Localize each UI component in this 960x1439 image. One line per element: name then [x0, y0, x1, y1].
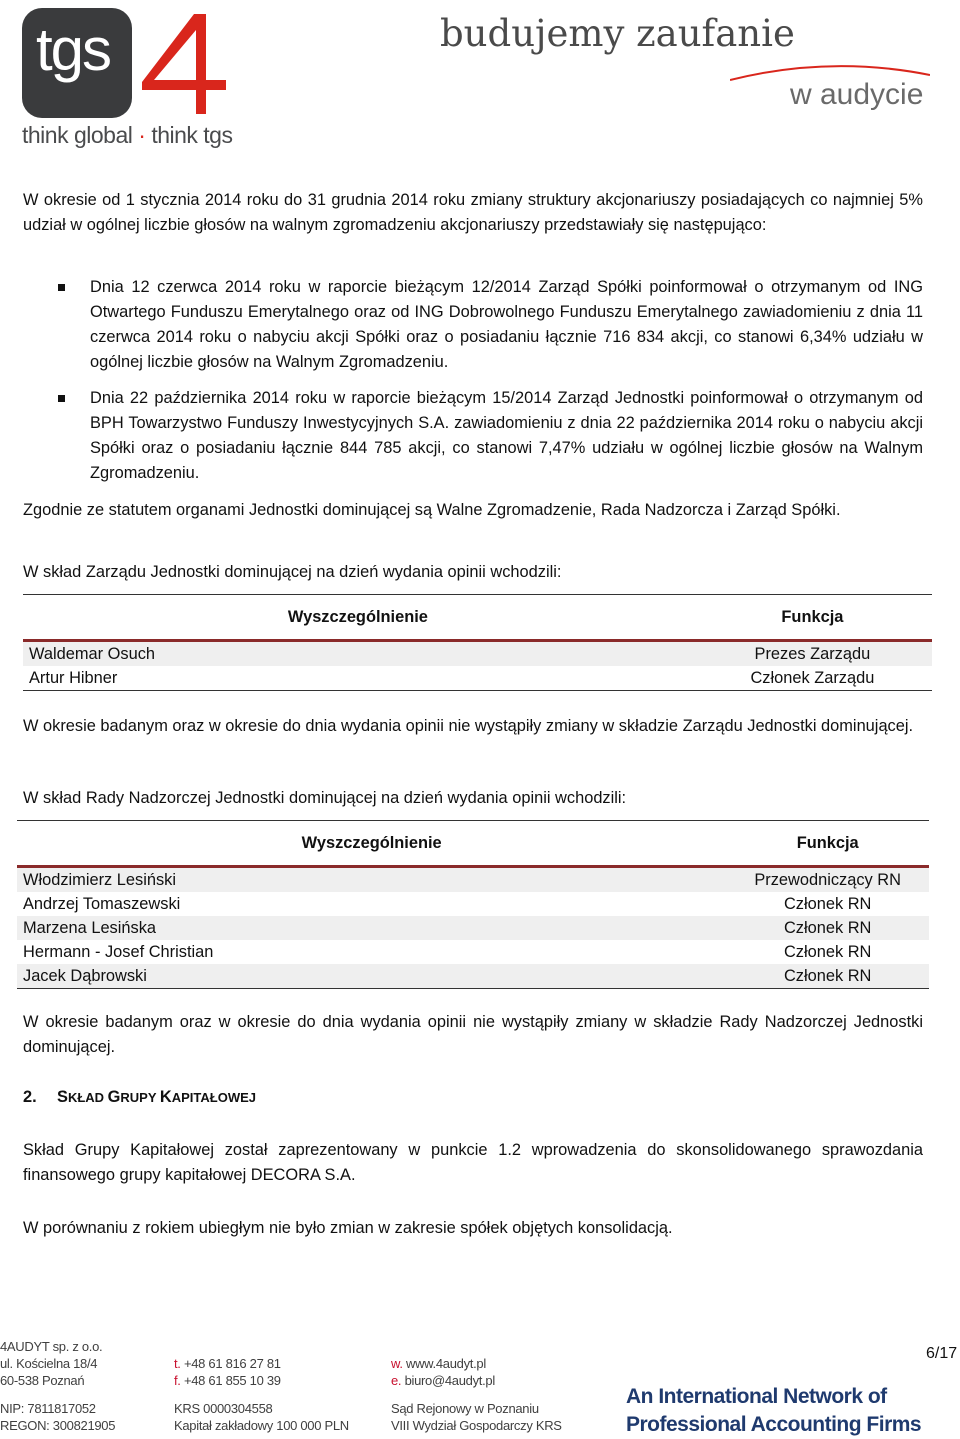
- motto-line2: w audycie: [790, 78, 924, 111]
- logo-text: tgs: [36, 16, 111, 83]
- council-intro: W skład Rady Nadzorczej Jednostki dominującej na dzień wydania opinii wchodzili:: [23, 789, 627, 807]
- logo-four-icon: [136, 10, 232, 118]
- footer-email-link[interactable]: biuro@4audyt.pl: [404, 1373, 495, 1388]
- section-number: 2.: [23, 1088, 37, 1106]
- table-row: [17, 867, 929, 893]
- table-row: [23, 641, 932, 667]
- member-name: Waldemar Osuch: [23, 641, 693, 667]
- statute-paragraph: Zgodnie ze statutem organami Jednostki dominującej są Walne Zgromadzenie, Rada Nadzorcza i Zarząd Spółki.: [23, 501, 841, 519]
- footer-city: 60-538 Poznań: [0, 1373, 85, 1388]
- footer-street: ul. Kościelna 18/4: [0, 1356, 98, 1371]
- footer-regon: REGON: 300821905: [0, 1418, 116, 1433]
- council-table: [17, 820, 929, 989]
- member-name: Andrzej Tomaszewski: [23, 894, 181, 913]
- member-function: Członek RN: [783, 942, 872, 961]
- council-header-name: Wyszczególnienie: [17, 821, 726, 867]
- footer-nip: NIP: 7811817052: [0, 1401, 96, 1416]
- motto-line1: budujemy zaufanie: [440, 12, 795, 55]
- member-function: Przewodniczący RN: [726, 867, 929, 893]
- member-name: Marzena Lesińska: [17, 916, 726, 940]
- bullet-icon: [58, 395, 65, 402]
- member-name: Jacek Dąbrowski: [17, 964, 726, 989]
- council-header-function: Funkcja: [726, 821, 929, 867]
- table-row: [17, 916, 929, 940]
- board-header-name: Wyszczególnienie: [23, 595, 693, 641]
- footer-ids: [0, 1400, 115, 1434]
- group-paragraph: Skład Grupy Kapitałowej został zaprezentowany w punkcie 1.2 wprowadzenia do skonsolidowanego sprawozdania finansowego grupy kapitałowej DECORA S.A.: [23, 1141, 923, 1184]
- network-tagline: An International Network of Professional Accounting Firms: [626, 1385, 922, 1436]
- footer-contact-phone: t. +48 61 816 27 81 f. +48 61 855 10 39: [174, 1356, 281, 1388]
- member-function: Członek RN: [726, 964, 929, 989]
- section-heading: 2. SKŁAD GRUPY KAPITAŁOWEJ: [23, 1088, 257, 1106]
- board-table: [23, 594, 932, 691]
- member-name: Hermann - Josef Christian: [23, 942, 214, 961]
- intro-paragraph: W okresie od 1 stycznia 2014 roku do 31 grudnia 2014 roku zmiany struktury akcjonariuszy posiadających co najmniej 5% udział w ogólnej liczbie głosów na walnym zgromadzeniu akcjonariuszy przedstawiały się następująco:: [23, 191, 923, 234]
- footer-web-link[interactable]: www.4audyt.pl: [406, 1356, 486, 1371]
- table-row: [23, 666, 932, 691]
- bullet-item-2: Dnia 22 października 2014 roku w raporcie bieżącym 15/2014 Zarząd Jednostki poinformował o otrzymanym od BPH Towarzystwo Funduszy Inwestycyjnych S.A. zawiadomieniu z dnia 22 października 2014 roku o nabyciu akcji Spółki oraz o posiadaniu łącznie 844 785 akcji, co stanowi 7,47% udziału w ogólnej liczbie głosów na Walnym Zgromadzeniu.: [90, 389, 923, 482]
- footer-court: Sąd Rejonowy w Poznaniu VIII Wydział Gospodarczy KRS: [391, 1401, 562, 1433]
- footer-capital: Kapitał zakładowy 100 000 PLN: [174, 1418, 349, 1433]
- table-row: [17, 940, 929, 964]
- member-function: Prezes Zarządu: [693, 641, 932, 667]
- table-row: [17, 964, 929, 989]
- logo-tagline: think global · think tgs: [22, 122, 233, 148]
- member-name: Artur Hibner: [23, 666, 693, 691]
- footer-contact-web: w. www.4audyt.pl e. biuro@4audyt.pl: [391, 1356, 495, 1388]
- footer-company: 4AUDYT sp. z o.o.: [0, 1339, 103, 1354]
- footer-address: [0, 1338, 102, 1389]
- member-function: Członek RN: [726, 916, 929, 940]
- comparison-paragraph: W porównaniu z rokiem ubiegłym nie było zmian w zakresie spółek objętych konsolidacją.: [23, 1219, 673, 1237]
- member-function: Członek RN: [783, 894, 872, 913]
- member-function: Członek Zarządu: [693, 666, 932, 691]
- board-note: W okresie badanym oraz w okresie do dnia wydania opinii nie wystąpiły zmiany w składzie Zarządu Jednostki dominującej.: [23, 717, 914, 735]
- board-header-function: Funkcja: [693, 595, 932, 641]
- council-note: W okresie badanym oraz w okresie do dnia wydania opinii nie wystąpiły zmiany w składzie Rady Nadzorczej Jednostki dominującej.: [23, 1013, 923, 1056]
- bullet-item-1: Dnia 12 czerwca 2014 roku w raporcie bieżącym 12/2014 Zarząd Spółki poinformował o otrzymanym od ING Otwartego Funduszu Emerytalnego oraz od ING Dobrowolnego Funduszu Emerytalnego zawiadomieniu z dnia 11 czerwca 2014 roku o nabyciu akcji Spółki oraz o posiadaniu łącznie 716 834 akcji, co stanowi 6,34% udziału w ogólnej liczbie głosów na Walnym Zgromadzeniu.: [90, 278, 923, 371]
- board-intro: W skład Zarządu Jednostki dominującej na dzień wydania opinii wchodzili:: [23, 563, 562, 581]
- bullet-icon: [58, 284, 65, 291]
- footer-krs-number: KRS 0000304558: [174, 1401, 273, 1416]
- member-name: Włodzimierz Lesiński: [17, 867, 726, 893]
- page-number: 6/17: [926, 1345, 958, 1362]
- footer-krs: [174, 1400, 349, 1434]
- table-row: [17, 892, 929, 916]
